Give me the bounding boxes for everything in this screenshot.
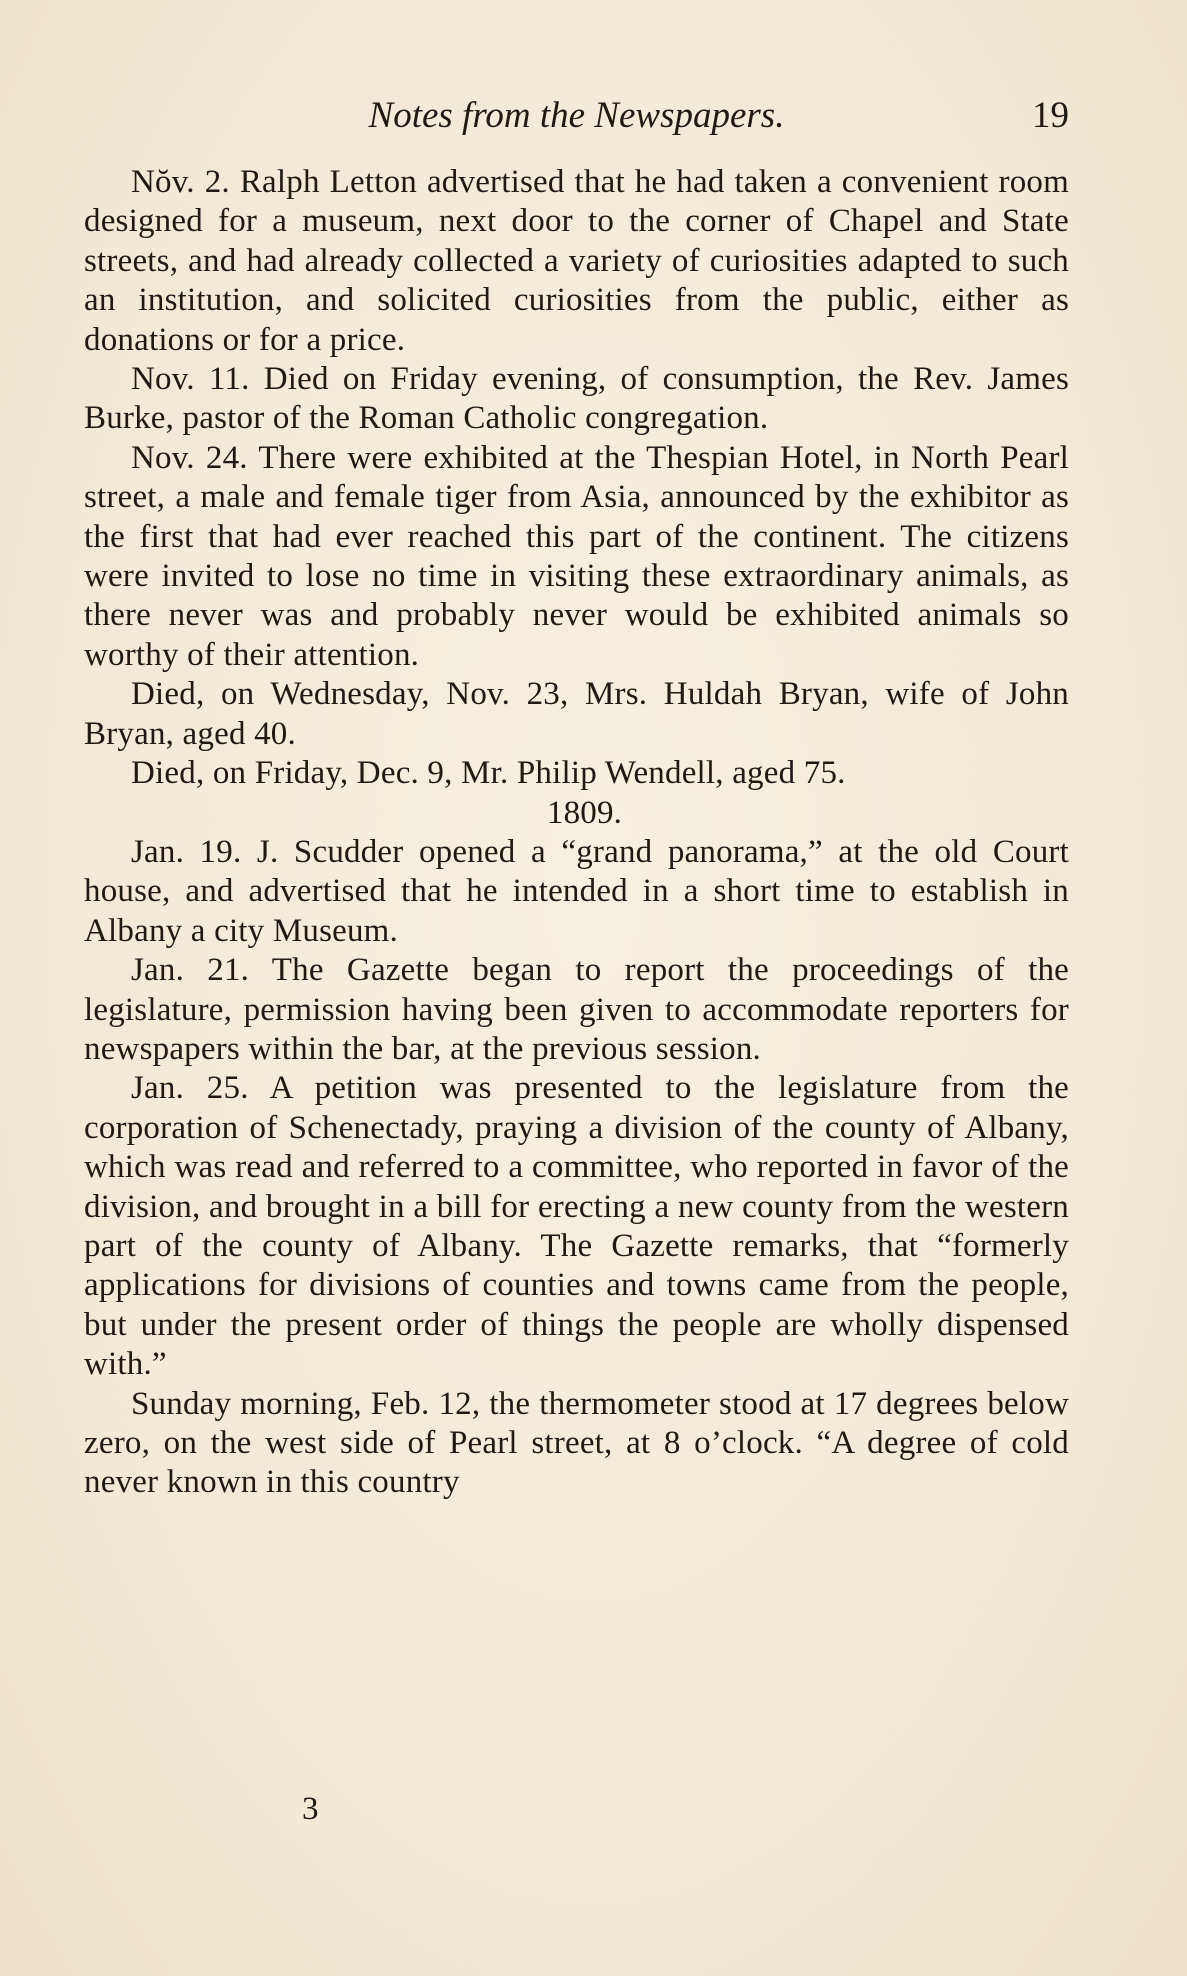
entry-jan-21: Jan. 21. The Gazette began to report the proceedings of the legislature, permission having been given to accommodate reporters for newspapers within the bar, at the previous session. — [84, 952, 1069, 1067]
entry-jan-19: Jan. 19. J. Scudder opened a “grand panorama,” at the old Court house, and advertised that he intended in a short time to establish in Albany a city Museum. — [84, 833, 1069, 949]
running-head: Notes from the Newspapers. — [368, 95, 785, 136]
page-header — [84, 92, 1069, 140]
entry-died-philip-wendell: Died, on Friday, Dec. 9, Mr. Philip Wendell, aged 75. — [131, 755, 846, 792]
entry-feb-12: Sunday morning, Feb. 12, the thermometer stood at 17 degrees below zero, on the west side of Pearl street, at 8 o’clock. “A degree of cold never known in this country — [84, 1385, 1069, 1501]
page-number: 19 — [1032, 95, 1069, 136]
entry-died-huldah-bryan: Died, on Wednesday, Nov. 23, Mrs. Huldah Bryan, wife of John Bryan, aged 40. — [84, 676, 1069, 752]
signature-mark: 3 — [302, 1791, 319, 1827]
entry-nov-11: Nov. 11. Died on Friday evening, of consumption, the Rev. James Burke, pastor of the Roman Catholic congregation. — [84, 361, 1069, 437]
entry-nov-24: Nov. 24. There were exhibited at the Thespian Hotel, in North Pearl street, a male and female tiger from Asia, announced by the exhibitor as the first that had ever reached this part of the continent. The citizens were invited to lose no time in visiting these extraordinary animals, as there never was and probably never would be exhibited animals so worthy of their attention. — [84, 439, 1069, 673]
entry-nov-2: Nŏv. 2. Ralph Letton advertised that he had taken a convenient room designed for a museum, next door to the corner of Chapel and State streets, and had already collected a variety of curiosities adapted to such an institution, and solicited curiosities from the public, either as donations or for a price. — [84, 164, 1069, 358]
main-text — [84, 163, 1069, 1503]
entry-jan-25: Jan. 25. A petition was presented to the legislature from the corporation of Schenectady, praying a division of the county of Albany, which was read and referred to a committee, who reported in favor of the division, and brought in a bill for erecting a new county from the western part of the county of Albany. The Gazette remarks, that “formerly applications for divisions of counties and towns came from the people, but under the present order of things the people are wholly dispensed with.” — [84, 1070, 1069, 1383]
year-heading: 1809. — [546, 794, 623, 831]
